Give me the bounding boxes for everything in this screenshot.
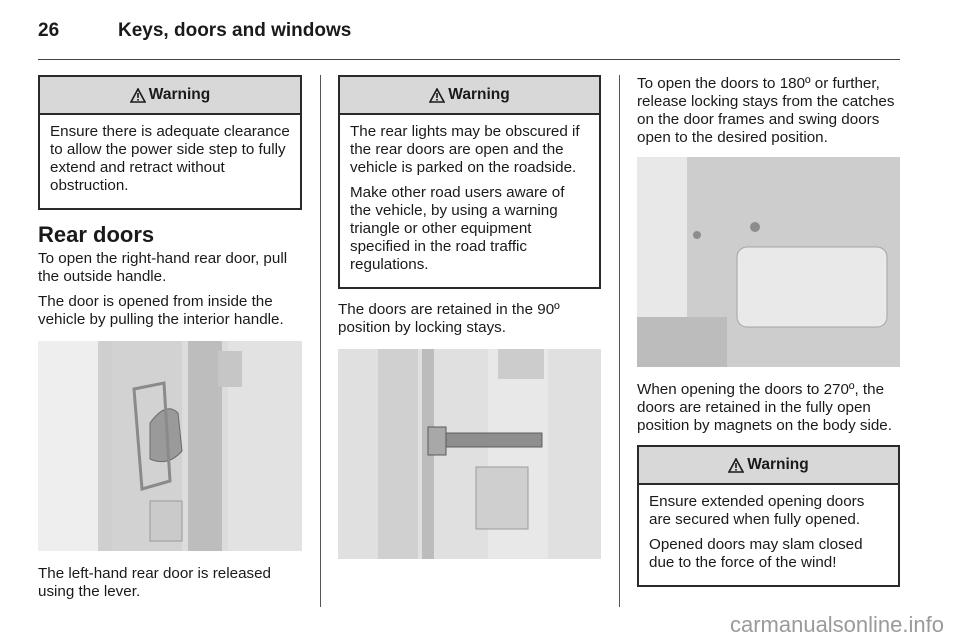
warning-text: Ensure there is adequate clearance to allow the power side step to fully extend and retract without obstruction. <box>50 123 290 194</box>
warning-title: Warning <box>747 456 809 473</box>
column-divider <box>619 75 620 607</box>
interior-handle-image <box>38 341 302 551</box>
warning-text: Opened doors may slam closed due to the force of the wind! <box>649 536 863 571</box>
paragraph: To open the right-hand rear door, pull the outside handle. <box>38 250 288 285</box>
column-middle <box>338 75 601 573</box>
warning-box <box>38 75 302 210</box>
warning-header <box>340 77 599 115</box>
locking-stay-image <box>338 349 601 559</box>
paragraph: The doors are retained in the 90º position by locking stays. <box>338 301 560 336</box>
paragraph: The door is opened from inside the vehicle by pulling the interior handle. <box>38 293 284 328</box>
page-number: 26 <box>38 20 60 41</box>
section-heading: Rear doors <box>38 222 155 247</box>
column-right <box>637 75 900 599</box>
warning-text: Make other road users aware of the vehicle, by using a warning triangle or other equipment specified in the road traffic regulations. <box>350 184 565 273</box>
column-left <box>38 75 302 608</box>
warning-text: The rear lights may be obscured if the rear doors are open and the vehicle is parked on the roadside. <box>350 123 580 176</box>
warning-title: Warning <box>448 86 510 103</box>
warning-triangle-icon <box>728 458 744 473</box>
warning-box <box>637 445 900 587</box>
paragraph: When opening the doors to 270º, the doors are retained in the fully open position by magnets on the body side. <box>637 381 892 434</box>
warning-triangle-icon <box>130 88 146 103</box>
paragraph: The left-hand rear door is released using the lever. <box>38 565 272 600</box>
header-rule <box>38 59 900 60</box>
warning-title: Warning <box>148 86 211 103</box>
page-title: Keys, doors and windows <box>118 20 352 41</box>
watermark-text[interactable]: carmanualsonline.info <box>729 612 944 637</box>
warning-box <box>338 75 601 289</box>
warning-header <box>40 77 300 115</box>
column-divider <box>320 75 321 607</box>
paragraph: To open the doors to 180º or further, release locking stays from the catches on the door frames and swing doors open to the desired position. <box>637 75 895 146</box>
warning-triangle-icon <box>429 88 445 103</box>
warning-header <box>639 447 898 485</box>
door-catch-image <box>637 157 900 367</box>
warning-text: Ensure extended opening doors are secured when fully opened. <box>649 493 865 528</box>
